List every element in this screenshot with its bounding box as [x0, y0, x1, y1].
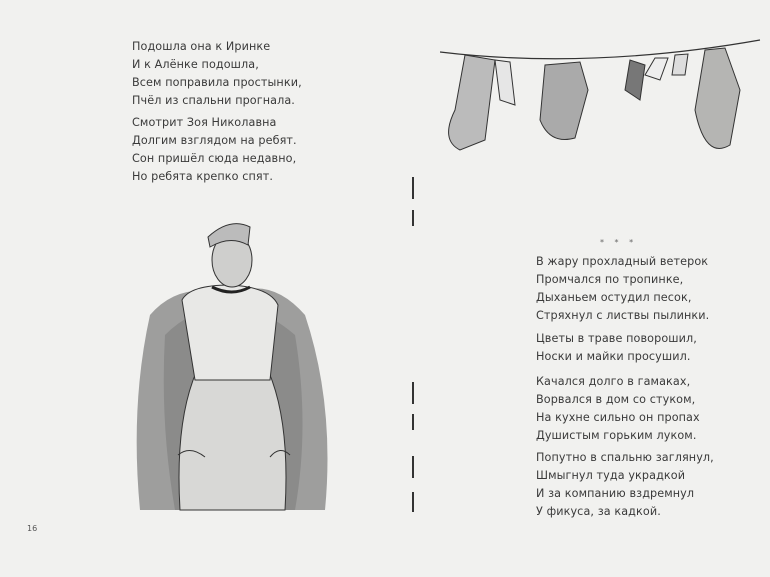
- binding-stitch: [412, 414, 414, 430]
- poem-line: Дыханьем остудил песок,: [536, 291, 692, 304]
- poem-line: Смотрит Зоя Николавна: [132, 116, 277, 129]
- poem-line: На кухне сильно он пропах: [536, 411, 700, 424]
- poem-line: Но ребята крепко спят.: [132, 170, 274, 183]
- poem-line: Душистым горьким луком.: [536, 429, 697, 442]
- poem-line: У фикуса, за кадкой.: [536, 505, 661, 518]
- poem-stanza-1: [132, 38, 302, 110]
- binding-stitch: [412, 210, 414, 226]
- poem-line: И к Алёнке подошла,: [132, 58, 259, 71]
- poem-line: И за компанию вздремнул: [536, 487, 695, 500]
- clothesline-illustration: [440, 30, 770, 165]
- page-number: 16: [27, 524, 38, 533]
- poem-stanza-3: [536, 373, 700, 445]
- poem-line: Долгим взглядом на ребят.: [132, 134, 297, 147]
- section-separator: * * *: [600, 238, 638, 247]
- poem-stanza-4: [536, 449, 714, 521]
- poem-line: В жару прохладный ветерок: [536, 255, 709, 268]
- binding-stitch: [412, 382, 414, 404]
- poem-line: Пчёл из спальни прогнала.: [132, 94, 295, 107]
- binding-stitch: [412, 492, 414, 512]
- binding-stitch: [412, 456, 414, 478]
- woman-illustration: [120, 205, 340, 515]
- poem-line: Носки и майки просушил.: [536, 350, 691, 363]
- poem-stanza-2: [536, 330, 697, 366]
- poem-line: Всем поправила простынки,: [132, 76, 302, 89]
- poem-line: Ворвался в дом со стуком,: [536, 393, 696, 406]
- poem-line: Качался долго в гамаках,: [536, 375, 691, 388]
- poem-stanza-2: [132, 114, 297, 186]
- poem-line: Шмыгнул туда украдкой: [536, 469, 686, 482]
- poem-line: Сон пришёл сюда недавно,: [132, 152, 297, 165]
- poem-stanza-1: [536, 253, 709, 325]
- poem-line: Подошла она к Иринке: [132, 40, 271, 53]
- poem-line: Цветы в траве поворошил,: [536, 332, 697, 345]
- poem-line: Стряхнул с листвы пылинки.: [536, 309, 710, 322]
- poem-line: Промчался по тропинке,: [536, 273, 684, 286]
- binding-stitch: [412, 177, 414, 199]
- poem-line: Попутно в спальню заглянул,: [536, 451, 714, 464]
